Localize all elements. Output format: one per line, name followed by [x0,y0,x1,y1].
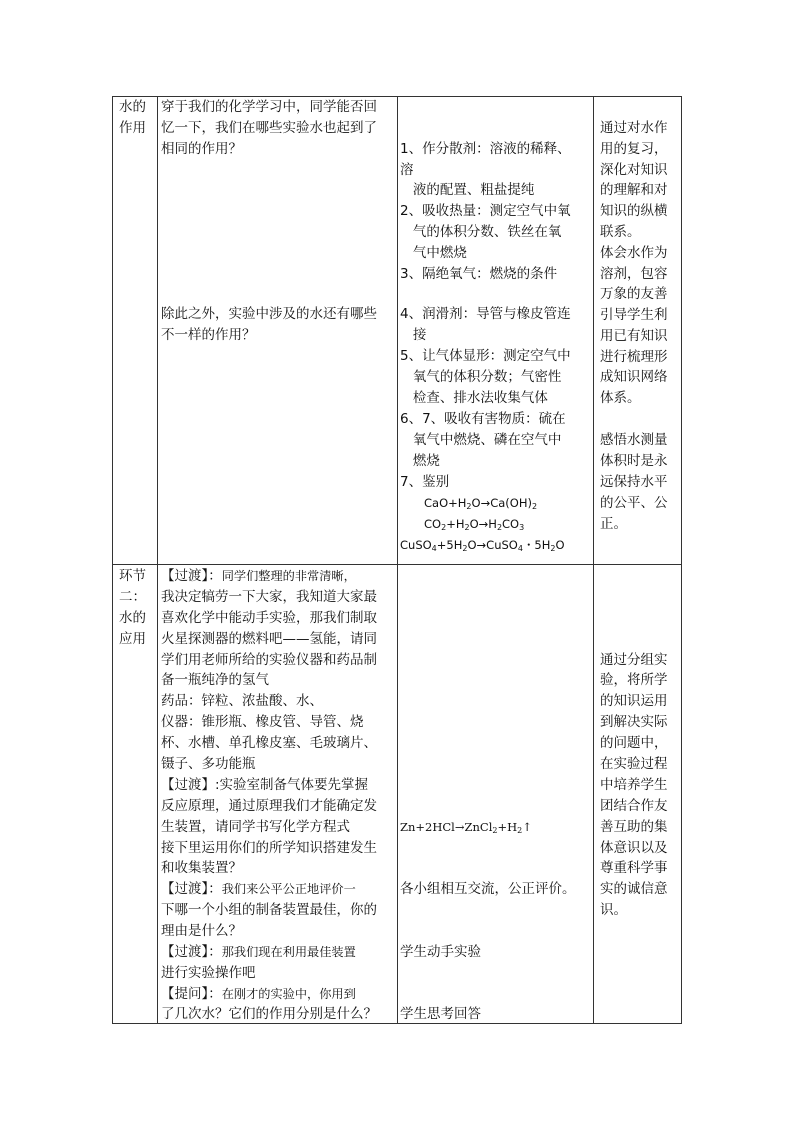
text-line: 万象的友善 [600,286,668,302]
equation-co2-water: $CO_2+H_2O\to H_2CO_3$ [424,517,525,532]
question-paragraph: 【提问】：在刚才的实验中，你用到 [161,986,356,1002]
text-line: 穿于我们的化学学习中，同学能否回 [161,99,377,115]
text-line: 2、吸收热量：测定空气中氧 [400,203,571,219]
stage-label: 应用 [119,631,146,647]
stage-label: 水的 [119,610,146,626]
text-line: 液的配置、粗盐提纯 [400,182,535,198]
transition-paragraph: 【过渡】：同学们整理的非常清晰， [161,568,356,584]
column-divider [397,97,398,1023]
text-line: 体积时是永 [600,453,668,469]
text-line: 的理解和对 [600,182,668,198]
stage-label: 作用 [119,120,146,136]
text-line: 成知识网络 [600,369,668,385]
text-line: 理由是什么？ [161,923,242,939]
text-line: 药品：锌粒、浓盐酸、水、 [161,693,323,709]
text-line: 不一样的作用？ [161,327,256,343]
text-line: 喜欢化学中能动手实验，那我们制取 [161,610,377,626]
text-line: 1、作分散剂：溶液的稀释、 [400,141,571,157]
text-line: 4、润滑剂：导管与橡皮管连 [400,306,571,322]
text-line: 备一瓶纯净的氢气 [161,672,269,688]
equation-cao-water: $CaO+H_2O\to Ca(OH)_2$ [424,496,538,511]
text-line: 溶剂，包容 [600,266,668,282]
text-line: 学生思考回答 [400,1006,481,1022]
text-line: 7、鉴别 [400,474,450,490]
text-line: 中培养学生 [600,777,668,793]
transition-paragraph: 【过渡】：那我们现在利用最佳装置 [161,944,356,960]
text-line: 除此之外，实验中涉及的水还有哪些 [161,306,377,322]
text-line: 团结合作友 [600,798,668,814]
text-line: 6、7、吸收有害物质：硫在 [400,411,566,427]
text-line: 接 [400,327,427,343]
text-line: 燃烧 [400,453,440,469]
text-line: 体会水作为 [600,245,668,261]
text-line: 气中燃烧 [400,245,467,261]
text-line: 仪器：锥形瓶、橡皮管、导管、烧 [161,714,364,730]
text-line: 气的体积分数、铁丝在氧 [400,224,562,240]
column-divider [157,97,158,1023]
text-line: 氧气的体积分数；气密性 [400,369,562,385]
text-line: 接下里运用你们的所学知识搭建发生 [161,840,377,856]
text-line: 溶 [400,162,414,178]
text-line: 各小组相互交流，公正评价。 [400,881,576,897]
text-line: 识。 [600,902,627,918]
text-line: 杯、水槽、单孔橡皮塞、毛玻璃片、 [161,735,377,751]
text-line: 远保持水平 [600,474,668,490]
text-line: 验，将所学 [600,672,668,688]
equation-zinc-hcl: $Zn+2HCl\to ZnCl_2+H_2↑$ [400,820,532,835]
text-line: 的知识运用 [600,693,668,709]
text-line: 善互助的集 [600,819,668,835]
text-line: 感悟水测量 [600,432,668,448]
text-line: 尊重科学事 [600,860,668,876]
text-line: 用已有知识 [600,328,668,344]
text-line: 和收集装置？ [161,860,242,876]
stage-label: 二： [119,589,146,605]
text-line: 学生动手实验 [400,944,481,960]
text-line: 实的诚信意 [600,881,668,897]
equation-cuso4-water: $CuSO_4+5H_2O\to CuSO_4$・$5H_2O$ [400,538,565,553]
text-line: 通过对水作 [600,120,668,136]
text-line: 通过分组实 [600,652,668,668]
stage-label: 水的 [119,99,146,115]
transition-paragraph: 【过渡】：我们来公平公正地评价一 [161,881,356,897]
text-line: 到解决实际 [600,714,668,730]
text-line: 用的复习， [600,141,668,157]
text-line: 进行梳理形 [600,349,668,365]
text-line: 知识的纵横 [600,203,668,219]
text-line: 联系。 [600,224,641,240]
text-line: 检查、排水法收集气体 [400,390,548,406]
text-line: 引导学生利 [600,307,668,323]
text-line: 正。 [600,516,627,532]
text-line: 学们用老师所给的实验仪器和药品制 [161,652,377,668]
text-line: 进行实验操作吧 [161,965,256,981]
column-divider [593,97,594,1023]
text-line: 镊子、多功能瓶 [161,756,256,772]
text-line: 下哪一个小组的制备装置最佳，你的 [161,902,377,918]
text-line: 了几次水？它们的作用分别是什么？ [161,1006,377,1022]
text-line: 体系。 [600,390,641,406]
row-divider [113,564,681,565]
text-line: 的问题中， [600,735,668,751]
text-line: 深化对知识 [600,162,668,178]
text-line: 氧气中燃烧、磷在空气中 [400,432,562,448]
text-line: 的公平、公 [600,495,668,511]
stage-label: 环节 [119,568,146,584]
text-line: 我决定犒劳一下大家，我知道大家最 [161,589,377,605]
text-line: 在实验过程 [600,756,668,772]
text-line: 3、隔绝氧气：燃烧的条件 [400,266,558,282]
text-line: 5、让气体显形：测定空气中 [400,348,571,364]
text-line: 体意识以及 [600,840,668,856]
text-line: 生装置，请同学书写化学方程式 [161,819,350,835]
transition-paragraph: 【过渡】:实验室制备气体要先掌握 [161,777,369,793]
text-line: 忆一下，我们在哪些实验水也起到了 [161,120,377,136]
text-line: 相同的作用？ [161,141,242,157]
text-line: 火星探测器的燃料吧——氢能，请同 [161,631,377,647]
text-line: 反应原理，通过原理我们才能确定发 [161,798,377,814]
